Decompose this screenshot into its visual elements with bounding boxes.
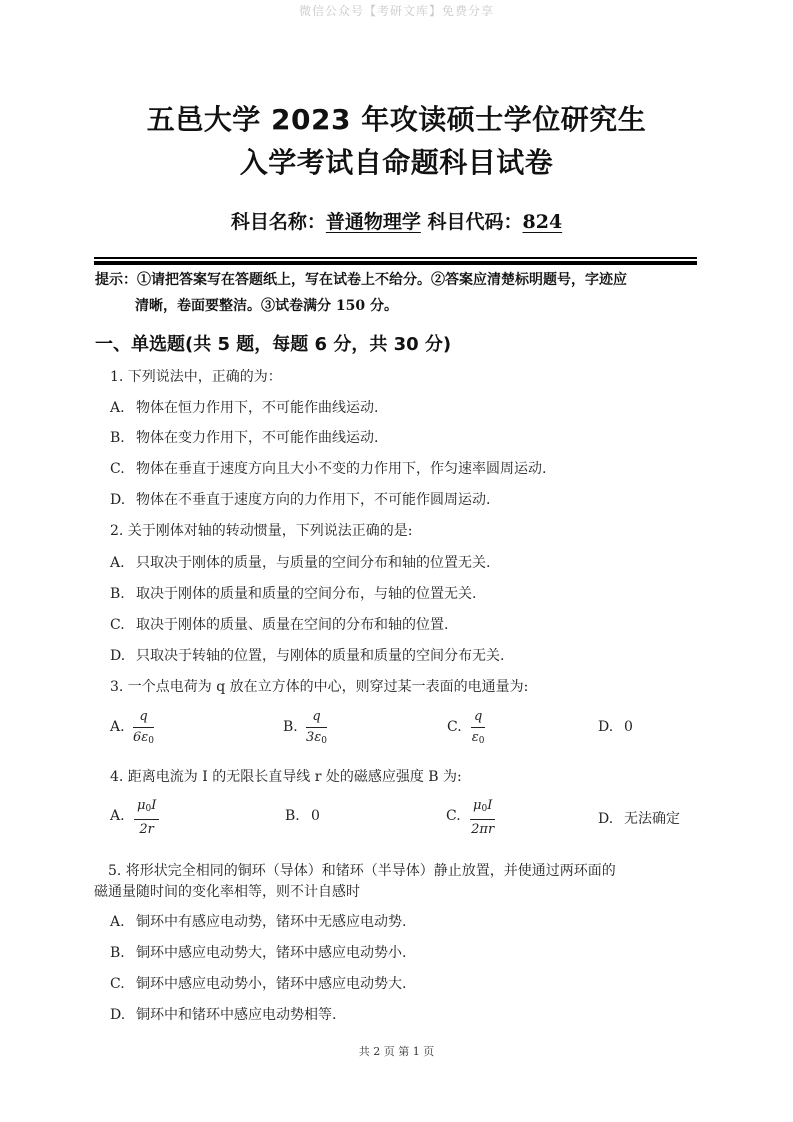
question-3-option-a-label: A. <box>110 719 125 735</box>
header-rule-thin <box>94 257 697 259</box>
question-4-option-c-label: C. <box>446 808 461 824</box>
question-4-option-c-fraction: $\frac{\mu_0I}{2\pi r}$ <box>471 798 495 837</box>
question-2-stem: 2. 关于刚体对轴的转动惯量，下列说法正确的是: <box>110 523 413 539</box>
subject-code-label: 科目代码： <box>427 211 523 233</box>
question-3-option-b-fraction: $\frac{q}{3\varepsilon_0}$ <box>306 709 327 746</box>
question-2-option-d: D. 只取决于转轴的位置，与刚体的质量和质量的空间分布无关. <box>110 648 505 664</box>
question-3-option-b-label: B. <box>283 719 298 735</box>
title-line-2: 入学考试自命题科目试卷 <box>239 146 554 179</box>
subject-code-value: 824 <box>522 211 563 233</box>
watermark: 微信公众号【考研文库】免费分享 <box>298 4 494 18</box>
question-5-stem-line-1: 5. 将形状完全相同的铜环（导体）和锗环（半导体）静止放置，并使通过两环面的 <box>108 863 616 879</box>
section-heading-single-choice: 一、单选题(共 5 题，每题 6 分，共 30 分) <box>95 334 452 355</box>
question-4-option-b: B. 0 <box>285 808 320 824</box>
header-rule-thick <box>94 261 697 265</box>
question-4-option-d: D. 无法确定 <box>598 811 680 827</box>
question-3-option-c-label: C. <box>447 719 462 735</box>
question-1-option-d: D. 物体在不垂直于速度方向的力作用下，不可能作圆周运动. <box>110 492 491 508</box>
question-5-option-a: A. 铜环中有感应电动势，锗环中无感应电动势. <box>110 914 407 930</box>
notice-line-1: 提示：①请把答案写在答题纸上，写在试卷上不给分。②答案应清楚标明题号，字迹应 <box>95 272 627 288</box>
question-4-option-a-label: A. <box>110 808 125 824</box>
subject-name-value: 普通物理学 <box>325 211 421 233</box>
page-footer: 共 2 页 第 1 页 <box>358 1045 435 1058</box>
question-3-stem: 3. 一个点电荷为 q 放在立方体的中心，则穿过某一表面的电通量为: <box>110 679 529 695</box>
title-line-1: 五邑大学 2023 年攻读硕士学位研究生 <box>146 103 647 136</box>
question-2-option-b: B. 取决于刚体的质量和质量的空间分布，与轴的位置无关. <box>110 586 477 602</box>
subject-line <box>0 207 793 234</box>
question-5-option-c: C. 铜环中感应电动势小，锗环中感应电动势大. <box>110 976 407 992</box>
question-3-option-c-fraction: $\frac{q}{\varepsilon_0}$ <box>471 709 485 746</box>
question-1-stem: 1. 下列说法中，正确的为： <box>110 369 282 385</box>
question-2-option-c: C. 取决于刚体的质量、质量在空间的分布和轴的位置. <box>110 617 449 633</box>
question-5-option-d: D. 铜环中和锗环中感应电动势相等. <box>110 1007 337 1023</box>
question-1-option-c: C. 物体在垂直于速度方向且大小不变的力作用下，作匀速率圆周运动. <box>110 461 547 477</box>
question-4-stem: 4. 距离电流为 I 的无限长直导线 r 处的磁感应强度 B 为: <box>110 769 462 785</box>
notice-line-2: 清晰，卷面要整洁。③试卷满分 150 分。 <box>135 298 398 314</box>
question-1-option-b: B. 物体在变力作用下，不可能作曲线运动. <box>110 430 379 446</box>
question-4-option-a-fraction: $\frac{\mu_0I}{2r}$ <box>134 798 159 838</box>
question-3-option-d: D. 0 <box>598 719 633 735</box>
question-5-option-b: B. 铜环中感应电动势大，锗环中感应电动势小. <box>110 945 407 961</box>
question-3-option-a-fraction: $\frac{q}{6\varepsilon_0}$ <box>133 709 154 746</box>
question-5-stem-line-2: 磁通量随时间的变化率相等，则不计自感时 <box>94 884 360 900</box>
question-1-option-a: A. 物体在恒力作用下，不可能作曲线运动. <box>110 400 379 416</box>
subject-name-label: 科目名称： <box>230 211 326 233</box>
question-2-option-a: A. 只取决于刚体的质量，与质量的空间分布和轴的位置无关. <box>110 555 491 571</box>
